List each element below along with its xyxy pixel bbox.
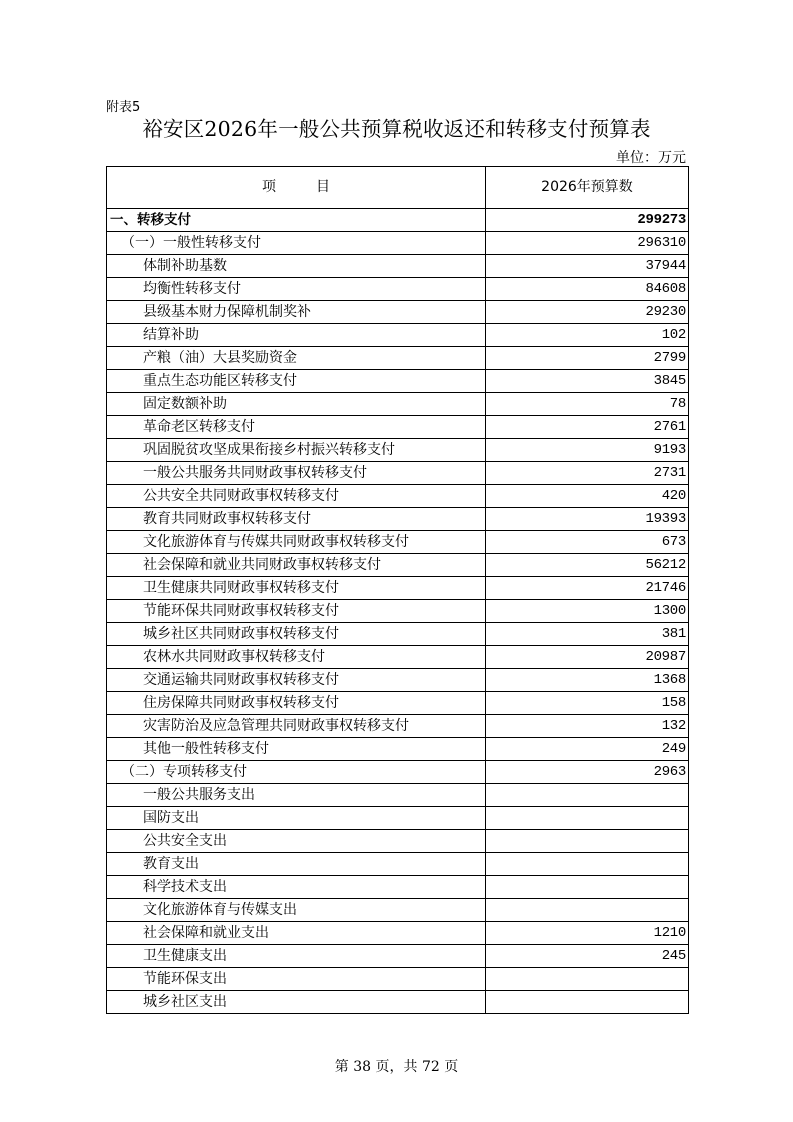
table-row: [107, 899, 689, 922]
table-row: [107, 232, 689, 255]
row-item-name: 灾害防治及应急管理共同财政事权转移支付: [107, 715, 486, 738]
table-row: [107, 692, 689, 715]
row-budget-value: [486, 876, 689, 899]
row-item-name: 一般公共服务共同财政事权转移支付: [107, 462, 486, 485]
table-row: [107, 991, 689, 1014]
table-row: [107, 853, 689, 876]
row-budget-value: [486, 784, 689, 807]
row-budget-value: 1300: [486, 600, 689, 623]
row-item-name: 产粮（油）大县奖励资金: [107, 347, 486, 370]
page-footer: 第 38 页，共 72 页: [334, 1059, 459, 1075]
row-budget-value: 673: [486, 531, 689, 554]
table-row: [107, 715, 689, 738]
table-row: [107, 646, 689, 669]
table-row: [107, 462, 689, 485]
table-row: [107, 945, 689, 968]
row-item-name: 交通运输共同财政事权转移支付: [107, 669, 486, 692]
row-budget-value: 78: [486, 393, 689, 416]
row-item-name: 社会保障和就业共同财政事权转移支付: [107, 554, 486, 577]
table-row: [107, 324, 689, 347]
row-budget-value: 2963: [486, 761, 689, 784]
unit-label: 单位：万元: [616, 150, 686, 166]
row-item-name: 科学技术支出: [107, 876, 486, 899]
row-budget-value: 245: [486, 945, 689, 968]
table-body: [107, 209, 689, 1014]
row-budget-value: [486, 968, 689, 991]
row-item-name: 巩固脱贫攻坚成果衔接乡村振兴转移支付: [107, 439, 486, 462]
budget-table: [106, 166, 689, 1014]
row-budget-value: 29230: [486, 301, 689, 324]
row-item-name: 住房保障共同财政事权转移支付: [107, 692, 486, 715]
row-budget-value: 132: [486, 715, 689, 738]
table-row: [107, 738, 689, 761]
row-item-name: 文化旅游体育与传媒支出: [107, 899, 486, 922]
page-title: 裕安区2026年一般公共预算税收返还和转移支付预算表: [142, 117, 651, 141]
row-budget-value: [486, 991, 689, 1014]
table-row: [107, 278, 689, 301]
row-item-name: 卫生健康共同财政事权转移支付: [107, 577, 486, 600]
row-item-name: 城乡社区共同财政事权转移支付: [107, 623, 486, 646]
row-budget-value: 381: [486, 623, 689, 646]
table-row: [107, 623, 689, 646]
table-row: [107, 830, 689, 853]
table-row: [107, 416, 689, 439]
attachment-label: 附表5: [106, 100, 141, 115]
row-item-name: 卫生健康支出: [107, 945, 486, 968]
row-item-name: 公共安全共同财政事权转移支付: [107, 485, 486, 508]
row-budget-value: 19393: [486, 508, 689, 531]
row-budget-value: 37944: [486, 255, 689, 278]
row-item-name: 体制补助基数: [107, 255, 486, 278]
row-budget-value: 2731: [486, 462, 689, 485]
table-row: [107, 531, 689, 554]
row-budget-value: [486, 807, 689, 830]
table-row: [107, 301, 689, 324]
row-item-name: 国防支出: [107, 807, 486, 830]
row-budget-value: 420: [486, 485, 689, 508]
row-budget-value: 1368: [486, 669, 689, 692]
row-budget-value: 21746: [486, 577, 689, 600]
row-item-name: 城乡社区支出: [107, 991, 486, 1014]
row-budget-value: 3845: [486, 370, 689, 393]
row-item-name: 节能环保共同财政事权转移支付: [107, 600, 486, 623]
row-budget-value: 2761: [486, 416, 689, 439]
row-item-name: 一、转移支付: [107, 209, 486, 232]
row-item-name: 固定数额补助: [107, 393, 486, 416]
row-item-name: 均衡性转移支付: [107, 278, 486, 301]
table-row: [107, 577, 689, 600]
row-budget-value: 56212: [486, 554, 689, 577]
row-item-name: 社会保障和就业支出: [107, 922, 486, 945]
row-budget-value: 158: [486, 692, 689, 715]
table-row: [107, 968, 689, 991]
table-row: [107, 600, 689, 623]
row-budget-value: 102: [486, 324, 689, 347]
table-row: [107, 439, 689, 462]
row-item-name: 其他一般性转移支付: [107, 738, 486, 761]
table-header-row: [107, 167, 689, 209]
table-row: [107, 876, 689, 899]
row-budget-value: 296310: [486, 232, 689, 255]
row-item-name: 革命老区转移支付: [107, 416, 486, 439]
table-row: [107, 485, 689, 508]
row-item-name: （二）专项转移支付: [107, 761, 486, 784]
table-row: [107, 255, 689, 278]
row-budget-value: 20987: [486, 646, 689, 669]
row-item-name: 结算补助: [107, 324, 486, 347]
table-row: [107, 393, 689, 416]
header-item: 项 目: [107, 167, 486, 209]
row-budget-value: 84608: [486, 278, 689, 301]
row-budget-value: [486, 899, 689, 922]
row-item-name: 文化旅游体育与传媒共同财政事权转移支付: [107, 531, 486, 554]
table-row: [107, 508, 689, 531]
row-budget-value: 299273: [486, 209, 689, 232]
row-budget-value: 1210: [486, 922, 689, 945]
row-budget-value: 9193: [486, 439, 689, 462]
row-budget-value: 2799: [486, 347, 689, 370]
row-budget-value: [486, 830, 689, 853]
table-row: [107, 784, 689, 807]
row-item-name: 一般公共服务支出: [107, 784, 486, 807]
table-row: [107, 209, 689, 232]
row-item-name: 农林水共同财政事权转移支付: [107, 646, 486, 669]
row-item-name: 教育共同财政事权转移支付: [107, 508, 486, 531]
row-item-name: 公共安全支出: [107, 830, 486, 853]
table-row: [107, 554, 689, 577]
table-row: [107, 370, 689, 393]
table-row: [107, 669, 689, 692]
row-item-name: 教育支出: [107, 853, 486, 876]
table-row: [107, 761, 689, 784]
row-item-name: 节能环保支出: [107, 968, 486, 991]
row-budget-value: [486, 853, 689, 876]
table-row: [107, 347, 689, 370]
row-item-name: （一）一般性转移支付: [107, 232, 486, 255]
table-row: [107, 922, 689, 945]
table-row: [107, 807, 689, 830]
row-budget-value: 249: [486, 738, 689, 761]
row-item-name: 重点生态功能区转移支付: [107, 370, 486, 393]
row-item-name: 县级基本财力保障机制奖补: [107, 301, 486, 324]
header-budget: 2026年预算数: [486, 167, 689, 209]
